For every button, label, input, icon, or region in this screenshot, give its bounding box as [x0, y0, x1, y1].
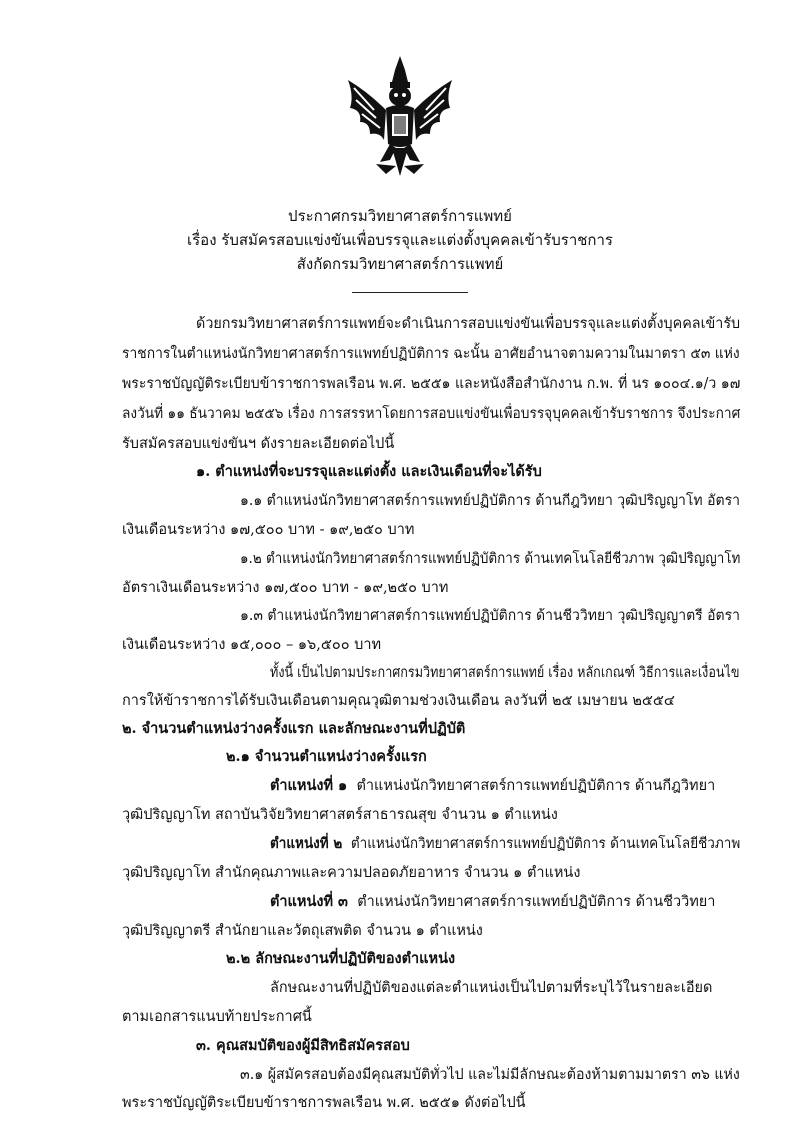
position-line	[270, 891, 715, 913]
position-title: ตำแหน่งนักวิทยาศาสตร์การแพทย์ปฏิบัติการ ด้านกีฎวิทยา	[356, 778, 716, 794]
section-1-note: ทั้งนี้ เป็นไปตามประกาศกรมวิทยาศาสตร์การแพทย์ เรื่อง หลักเกณฑ์ วิธีการและเงื่อนไข	[270, 665, 740, 681]
intro-line: รับสมัครสอบแข่งขันฯ ดังรายละเอียดต่อไปนี้	[122, 436, 395, 452]
section-1-item: เงินเดือนระหว่าง ๑๕,๐๐๐ – ๑๖,๕๐๐ บาท	[122, 637, 382, 653]
garuda-emblem-icon	[340, 52, 460, 182]
section-1-item: เงินเดือนระหว่าง ๑๗,๕๐๐ บาท - ๑๙,๒๕๐ บาท	[122, 522, 415, 538]
position-label: ตำแหน่งที่ ๓	[270, 893, 348, 910]
section-1-item: ๑.๑ ตำแหน่งนักวิทยาศาสตร์การแพทย์ปฏิบัติการ ด้านกีฎวิทยา วุฒิปริญญาโท อัตรา	[240, 493, 740, 509]
section-1-item: อัตราเงินเดือนระหว่าง ๑๗,๕๐๐ บาท - ๑๙,๒๕๐ บาท	[122, 580, 449, 596]
announcement-subject-agency: สังกัดกรมวิทยาศาสตร์การแพทย์	[296, 255, 504, 273]
intro-line: ด้วยกรมวิทยาศาสตร์การแพทย์จะดำเนินการสอบแข่งขันเพื่อบรรจุและแต่งตั้งบุคคลเข้ารับ	[196, 316, 741, 332]
section-1-item: ๑.๓ ตำแหน่งนักวิทยาศาสตร์การแพทย์ปฏิบัติการ ด้านชีววิทยา วุฒิปริญญาตรี อัตรา	[240, 608, 740, 624]
intro-line: ลงวันที่ ๑๑ ธันวาคม ๒๕๕๖ เรื่อง การสรรหาโดยการสอบแข่งขันเพื่อบรรจุบุคคลเข้ารับราชการ จึงประกาศ	[122, 406, 741, 422]
position-detail: วุฒิปริญญาโท สถาบันวิจัยวิทยาศาสตร์สาธารณสุข จำนวน ๑ ตำแหน่ง	[122, 807, 558, 823]
section-2-subheading: ๒.๑ จำนวนตำแหน่งว่างครั้งแรก	[226, 748, 427, 765]
section-1-heading: ๑. ตำแหน่งที่จะบรรจุและแต่งตั้ง และเงินเดือนที่จะได้รับ	[196, 463, 542, 480]
section-1-item: ๑.๒ ตำแหน่งนักวิทยาศาสตร์การแพทย์ปฏิบัติการ ด้านเทคโนโลยีชีวภาพ วุฒิปริญญาโท	[240, 551, 741, 567]
position-title: ตำแหน่งนักวิทยาศาสตร์การแพทย์ปฏิบัติการ ด้านเทคโนโลยีชีวภาพ	[350, 836, 741, 852]
announcement-subject: เรื่อง รับสมัครสอบแข่งขันเพื่อบรรจุและแต่งตั้งบุคคลเข้ารับราชการ	[187, 231, 613, 249]
position-label: ตำแหน่งที่ ๑	[270, 777, 348, 794]
intro-line: ราชการในตำแหน่งนักวิทยาศาสตร์การแพทย์ปฏิบัติการ ฉะนั้น อาศัยอำนาจตามความในมาตรา ๕๓ แห่ง	[122, 346, 740, 362]
position-title: ตำแหน่งนักวิทยาศาสตร์การแพทย์ปฏิบัติการ ด้านชีววิทยา	[357, 894, 716, 910]
position-line	[270, 775, 715, 797]
section-3-item: ๓.๑ ผู้สมัครสอบต้องมีคุณสมบัติทั่วไป และไม่มีลักษณะต้องห้ามตามมาตรา ๓๖ แห่ง	[240, 1067, 740, 1083]
section-3-heading: ๓. คุณสมบัติของผู้มีสิทธิสมัครสอบ	[196, 1037, 410, 1054]
job-description: ลักษณะงานที่ปฏิบัติของแต่ละตำแหน่งเป็นไปตามที่ระบุไว้ในรายละเอียด	[270, 980, 713, 996]
section-2-subheading: ๒.๒ ลักษณะงานที่ปฏิบัติของตำแหน่ง	[226, 950, 456, 967]
section-3-item: พระราชบัญญัติระเบียบข้าราชการพลเรือน พ.ศ. ๒๕๕๑ ดังต่อไปนี้	[122, 1095, 526, 1111]
job-description: ตามเอกสารแนบท้ายประกาศนี้	[122, 1009, 312, 1025]
position-line	[270, 833, 740, 855]
section-1-note: การให้ข้าราชการได้รับเงินเดือนตามคุณวุฒิตามช่วงเงินเดือน ลงวันที่ ๒๕ เมษายน ๒๕๕๔	[122, 693, 675, 709]
position-label: ตำแหน่งที่ ๒	[270, 835, 343, 852]
section-2-heading: ๒. จำนวนตำแหน่งว่างครั้งแรก และลักษณะงานที่ปฏิบัติ	[122, 720, 466, 737]
position-detail: วุฒิปริญญาโท สำนักคุณภาพและความปลอดภัยอาหาร จำนวน ๑ ตำแหน่ง	[122, 865, 581, 881]
title-divider	[352, 292, 468, 293]
announcement-title: ประกาศกรมวิทยาศาสตร์การแพทย์	[288, 207, 512, 225]
position-detail: วุฒิปริญญาตรี สำนักยาและวัตถุเสพติด จำนวน ๑ ตำแหน่ง	[122, 923, 483, 939]
intro-line: พระราชบัญญัติระเบียบข้าราชการพลเรือน พ.ศ. ๒๕๕๑ และหนังสือสำนักงาน ก.พ. ที่ นร ๑๐๐๔.๑/ว ๑๗	[122, 376, 741, 392]
